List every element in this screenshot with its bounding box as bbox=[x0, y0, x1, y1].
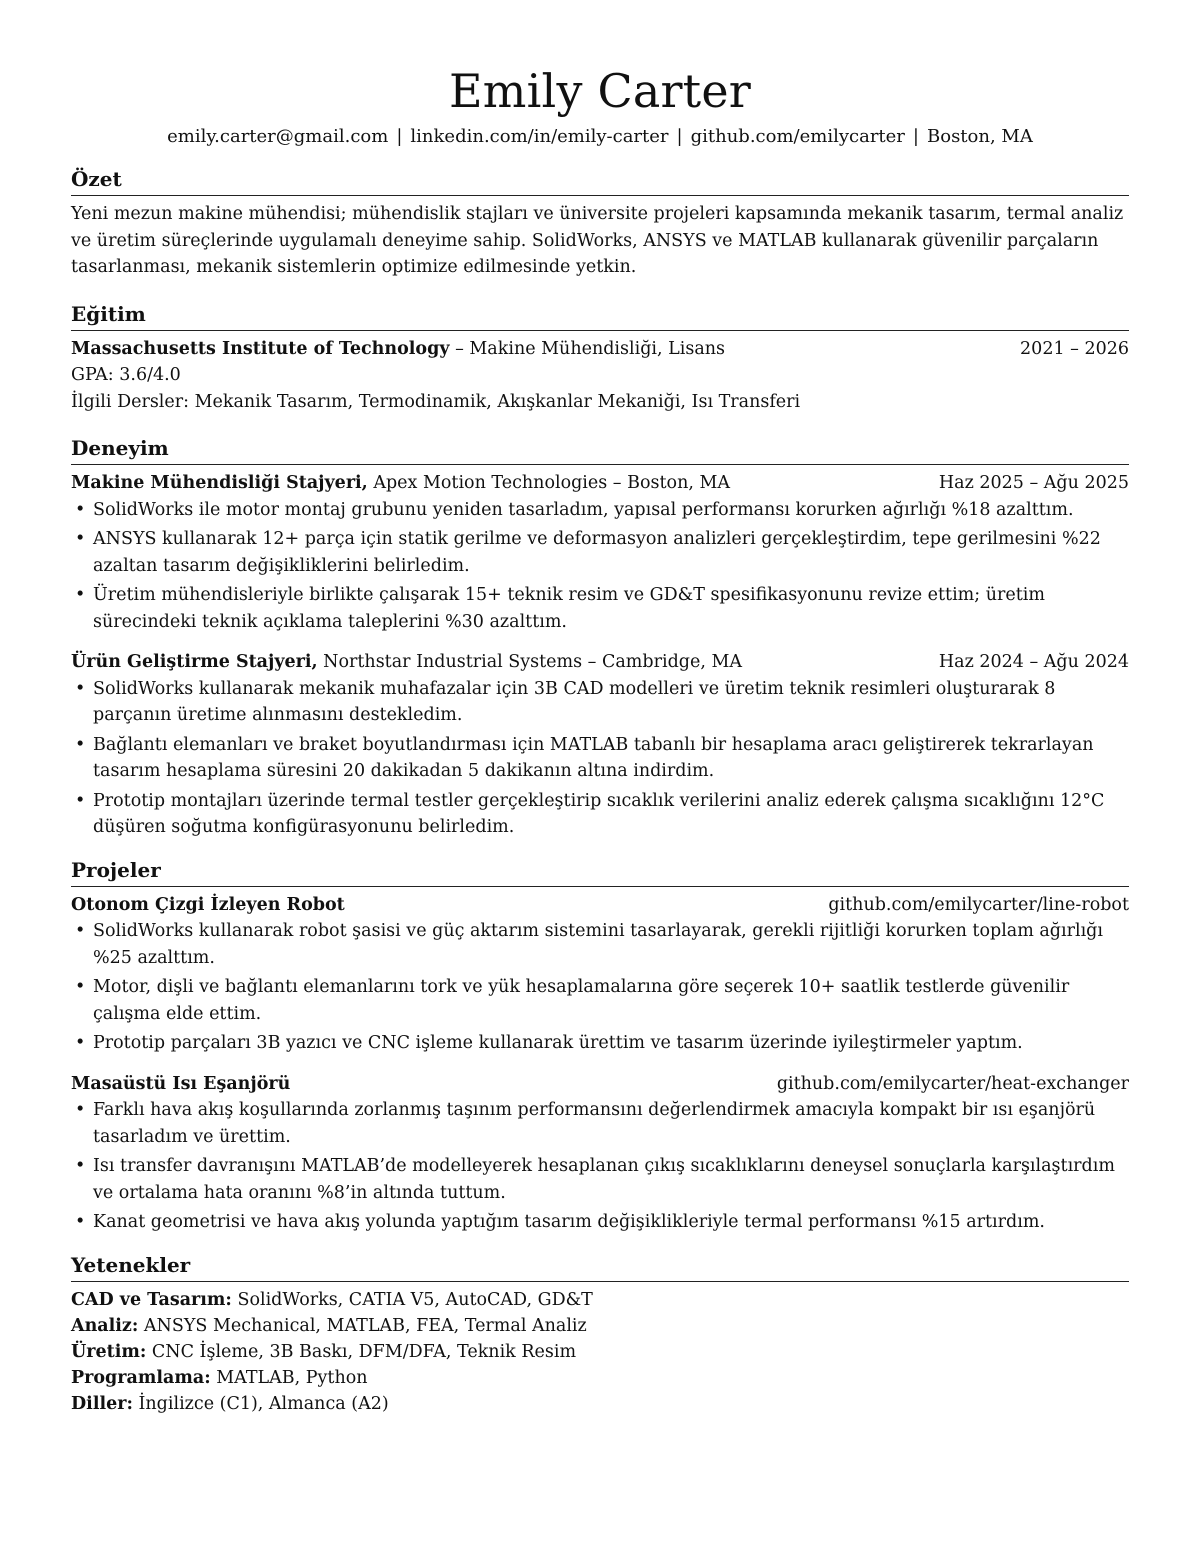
education-heading bbox=[71, 336, 725, 363]
job-bullets bbox=[71, 497, 1129, 636]
bullet-item: • Kanat geometrisi ve hava akış yolunda yaptığım tasarım değişiklikleriyle termal performansı %15 artırdım. bbox=[71, 1209, 1129, 1236]
contact-separator: | bbox=[912, 126, 919, 147]
education-degree: – Makine Mühendisliği, Lisans bbox=[449, 338, 726, 359]
job-dates: Haz 2025 – Ağu 2025 bbox=[938, 473, 1129, 493]
section-title-skills: Yetenekler bbox=[71, 1252, 1129, 1282]
bullet-item: • Prototip parçaları 3B yazıcı ve CNC işleme kullanarak ürettim ve tasarım üzerinde iyileştirmeler yaptım. bbox=[71, 1030, 1129, 1057]
bullet-item: • SolidWorks kullanarak mekanik muhafazalar için 3B CAD modelleri ve üretim teknik resimleri oluşturarak 8 parçanın üretime alınmasını destekledim. bbox=[71, 676, 1129, 729]
experience-heading bbox=[71, 649, 742, 676]
skill-row bbox=[71, 1313, 1129, 1339]
education-row bbox=[71, 336, 1129, 363]
education-courses: İlgili Dersler: Mekanik Tasarım, Termodinamik, Akışkanlar Mekaniği, Isı Transferi bbox=[71, 391, 801, 412]
candidate-name: Emily Carter bbox=[449, 64, 751, 118]
job-company: Apex Motion Technologies – Boston, MA bbox=[367, 473, 731, 493]
section-title-experience: Deneyim bbox=[71, 435, 1129, 465]
experience-section bbox=[71, 435, 1129, 841]
skills-section bbox=[71, 1252, 1129, 1417]
skill-row bbox=[71, 1339, 1129, 1365]
job-dates: Haz 2024 – Ağu 2024 bbox=[938, 652, 1129, 672]
experience-entry bbox=[71, 470, 1129, 635]
bullet-item: • SolidWorks kullanarak robot şasisi ve güç aktarım sistemini tasarlayarak, gerekli rijitliği korurken toplam ağırlığı %25 azalttım. bbox=[71, 918, 1129, 971]
project-header bbox=[71, 1071, 1129, 1098]
projects-section bbox=[71, 857, 1129, 1236]
bullet-item: • ANSYS kullanarak 12+ parça için statik gerilme ve deformasyon analizleri gerçekleştirdim, tepe gerilmesini %22 azaltan tasarım değişikliklerini belirledim. bbox=[71, 526, 1129, 579]
contact-location: Boston, MA bbox=[927, 126, 1033, 147]
section-title-projects: Projeler bbox=[71, 857, 1129, 887]
bullet-item: • Prototip montajları üzerinde termal testler gerçekleştirip sıcaklık verilerini analiz ederek çalışma sıcaklığını 12°C düşüren soğutma konfigürasyonunu belirledim. bbox=[71, 788, 1129, 841]
skill-row bbox=[71, 1287, 1129, 1313]
contact-linkedin: linkedin.com/in/emily-carter bbox=[410, 126, 669, 147]
education-dates: 2021 – 2026 bbox=[1020, 338, 1129, 359]
summary-section bbox=[71, 166, 1129, 281]
skill-label: Programlama: bbox=[71, 1367, 211, 1388]
skill-label: Diller: bbox=[71, 1393, 133, 1414]
project-name: Masaüstü Isı Eşanjörü bbox=[71, 1073, 291, 1094]
skill-value: MATLAB, Python bbox=[210, 1367, 368, 1388]
education-gpa: GPA: 3.6/4.0 bbox=[71, 365, 181, 385]
skill-value: CNC İşleme, 3B Baskı, DFM/DFA, Teknik Resim bbox=[146, 1341, 577, 1362]
education-section bbox=[71, 301, 1129, 416]
skill-value: ANSYS Mechanical, MATLAB, FEA, Termal Analiz bbox=[138, 1315, 587, 1336]
skill-label: Analiz: bbox=[71, 1315, 139, 1336]
contact-separator: | bbox=[676, 126, 683, 147]
project-link[interactable]: github.com/emilycarter/heat-exchanger bbox=[776, 1073, 1129, 1094]
project-link[interactable]: github.com/emilycarter/line-robot bbox=[828, 894, 1129, 915]
skill-label: Üretim: bbox=[71, 1341, 147, 1362]
job-company: Northstar Industrial Systems – Cambridge, MA bbox=[317, 652, 743, 672]
education-school: Massachusetts Institute of Technology bbox=[71, 338, 450, 359]
section-title-summary: Özet bbox=[71, 166, 1129, 196]
contact-line bbox=[71, 124, 1129, 150]
job-role: Ürün Geliştirme Stajyeri, bbox=[71, 652, 318, 672]
project-bullets bbox=[71, 918, 1129, 1057]
experience-header bbox=[71, 470, 1129, 497]
bullet-item: • Isı transfer davranışını MATLAB’de modelleyerek hesaplanan çıkış sıcaklıklarını deneysel sonuçlarla karşılaştırdım ve ortalama hata oranını %8’in altında tuttum. bbox=[71, 1153, 1129, 1206]
skill-value: SolidWorks, CATIA V5, AutoCAD, GD&T bbox=[231, 1289, 593, 1310]
skill-row bbox=[71, 1365, 1129, 1391]
bullet-item: • Bağlantı elemanları ve braket boyutlandırması için MATLAB tabanlı bir hesaplama aracı geliştirerek tekrarlayan tasarım hesaplama süresini 20 dakikadan 5 dakikanın altına indirdim. bbox=[71, 732, 1129, 785]
contact-github: github.com/emilycarter bbox=[690, 126, 905, 147]
experience-entry bbox=[71, 649, 1129, 841]
project-entry bbox=[71, 892, 1129, 1057]
skills-list bbox=[71, 1287, 1129, 1417]
bullet-item: • Üretim mühendisleriyle birlikte çalışarak 15+ teknik resim ve GD&T spesifikasyonunu revize ettim; üretim sürecindeki teknik açıklama taleplerini %30 azalttım. bbox=[71, 582, 1129, 635]
summary-text: Yeni mezun makine mühendisi; mühendislik stajları ve üniversite projeleri kapsamında mekanik tasarım, termal analiz ve üretim süreçlerinde uygulamalı deneyime sahip. SolidWorks, ANSYS ve MATLAB kullanarak güvenilir parçaların tasarlanması, mekanik sistemlerin optimize edilmesinde yetkin. bbox=[71, 204, 1124, 277]
contact-email: emily.carter@gmail.com bbox=[167, 126, 389, 147]
skill-row bbox=[71, 1391, 1129, 1417]
skill-value: İngilizce (C1), Almanca (A2) bbox=[132, 1393, 389, 1414]
bullet-item: • Motor, dişli ve bağlantı elemanlarını tork ve yük hesaplamalarına göre seçerek 10+ saatlik testlerde güvenilir çalışma elde ettim. bbox=[71, 974, 1129, 1027]
project-bullets bbox=[71, 1097, 1129, 1236]
job-bullets bbox=[71, 676, 1129, 841]
skill-label: CAD ve Tasarım: bbox=[71, 1289, 232, 1310]
contact-separator: | bbox=[396, 126, 403, 147]
bullet-item: • Farklı hava akış koşullarında zorlanmış taşınım performansını değerlendirmek amacıyla kompakt bir ısı eşanjörü tasarladım ve ürettim. bbox=[71, 1097, 1129, 1150]
bullet-item: • SolidWorks ile motor montaj grubunu yeniden tasarladım, yapısal performansı korurken ağırlığı %18 azalttım. bbox=[71, 497, 1129, 524]
section-title-education: Eğitim bbox=[71, 301, 1129, 331]
experience-heading bbox=[71, 470, 730, 497]
job-role: Makine Mühendisliği Stajyeri, bbox=[71, 473, 368, 493]
project-header bbox=[71, 892, 1129, 919]
experience-header bbox=[71, 649, 1129, 676]
project-entry bbox=[71, 1071, 1129, 1236]
project-name: Otonom Çizgi İzleyen Robot bbox=[71, 894, 345, 915]
